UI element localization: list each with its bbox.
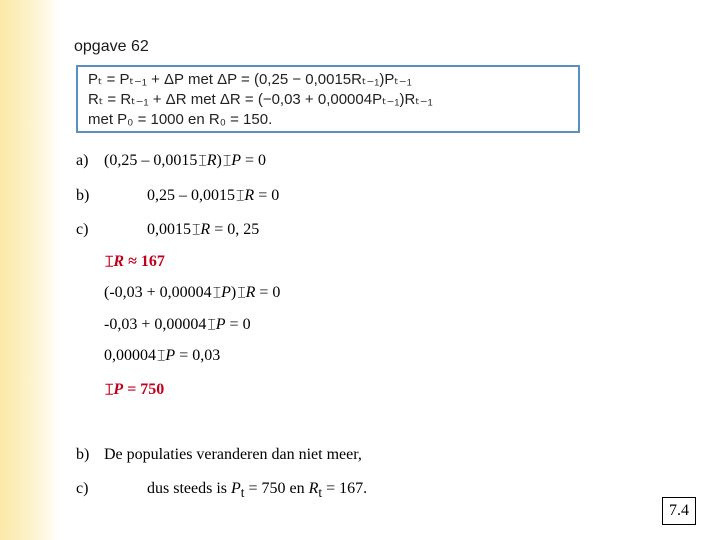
eq-g-p: P xyxy=(165,347,176,364)
eq-a-pre: (0,25 – 0,0015 xyxy=(104,152,198,169)
equation-f xyxy=(104,316,251,334)
eq-c-end: = 0, 25 xyxy=(210,221,260,238)
delta-symbol-icon: ⌶ xyxy=(212,284,221,302)
eq-g-pre: 0,00004 xyxy=(104,347,156,364)
conclusion-c-end: = 167. xyxy=(322,480,368,497)
label-c: c) xyxy=(76,221,89,238)
formula-line-1: Pₜ = Pₜ₋₁ + ΔP met ΔP = (0,25 − 0,0015Rₜ₋₁)Pₜ₋₁ xyxy=(88,71,412,88)
eq-e-end: = 0 xyxy=(255,284,281,301)
equation-g xyxy=(104,347,220,365)
eq-c-r: R xyxy=(200,221,211,238)
label-a: a) xyxy=(76,152,89,169)
delta-symbol-icon: ⌶ xyxy=(105,253,113,271)
formula-line-3: met P₀ = 1000 en R₀ = 150. xyxy=(88,111,273,128)
conclusion-c-pre: dus steeds is xyxy=(147,480,231,497)
label-b: b) xyxy=(76,187,90,204)
eq-f-end: = 0 xyxy=(225,316,251,333)
result-p-value: = 750 xyxy=(123,381,165,398)
equation-a xyxy=(104,152,266,170)
eq-g-end: = 0,03 xyxy=(175,347,221,364)
eq-f-p: P xyxy=(215,316,226,333)
delta-symbol-icon: ⌶ xyxy=(198,152,206,170)
exercise-title: opgave 62 xyxy=(74,38,149,55)
eq-a-post: ) xyxy=(216,152,222,169)
result-r-value: ≈ 167 xyxy=(124,253,165,270)
conclusion-c-mid: = 750 en xyxy=(244,480,309,497)
eq-e-pre: (-0,03 + 0,00004 xyxy=(104,284,212,301)
result-r xyxy=(104,253,165,271)
eq-a-end: = 0 xyxy=(241,152,267,169)
eq-c-pre: 0,0015 xyxy=(147,221,191,238)
conclusion-c-sub-t1: t xyxy=(240,485,245,501)
eq-b-end: = 0 xyxy=(254,187,280,204)
eq-f-pre: -0,03 + 0,00004 xyxy=(104,316,207,333)
formula-line-2: Rₜ = Rₜ₋₁ + ΔR met ΔR = (−0,03 + 0,00004Pₜ₋₁)Rₜ₋₁ xyxy=(88,91,433,108)
eq-a-r: R xyxy=(206,152,217,169)
formula-box xyxy=(76,65,580,133)
conclusion-c-r: R xyxy=(308,480,319,497)
conclusion-c-text xyxy=(147,480,367,501)
eq-b-pre: 0,25 – 0,0015 xyxy=(147,187,235,204)
eq-b-r: R xyxy=(244,187,255,204)
eq-e-post: ) xyxy=(230,284,237,301)
result-p-var: P xyxy=(113,381,124,398)
equation-e xyxy=(104,284,280,302)
conclusion-c-sub-t2: t xyxy=(318,485,323,501)
section-badge: 7.4 xyxy=(662,497,696,525)
delta-symbol-icon: ⌶ xyxy=(105,381,113,399)
delta-symbol-icon: ⌶ xyxy=(207,316,215,334)
delta-symbol-icon: ⌶ xyxy=(192,221,200,239)
eq-e-r: R xyxy=(245,284,256,301)
delta-symbol-icon: ⌶ xyxy=(157,347,165,365)
conclusion-b-text: De populaties veranderen dan niet meer, xyxy=(104,446,362,463)
result-p xyxy=(104,381,164,399)
conclusion-c-p: P xyxy=(231,480,241,497)
delta-symbol-icon: ⌶ xyxy=(222,152,231,170)
eq-a-p: P xyxy=(231,152,242,169)
delta-symbol-icon: ⌶ xyxy=(236,187,244,205)
delta-symbol-icon: ⌶ xyxy=(237,284,245,302)
eq-e-p: P xyxy=(221,284,231,301)
equation-c xyxy=(147,221,259,239)
side-band xyxy=(0,0,60,540)
equation-b xyxy=(147,187,279,205)
result-r-var: R xyxy=(113,253,125,270)
conclusion-label-b: b) xyxy=(76,446,90,463)
conclusion-label-c: c) xyxy=(76,480,89,497)
